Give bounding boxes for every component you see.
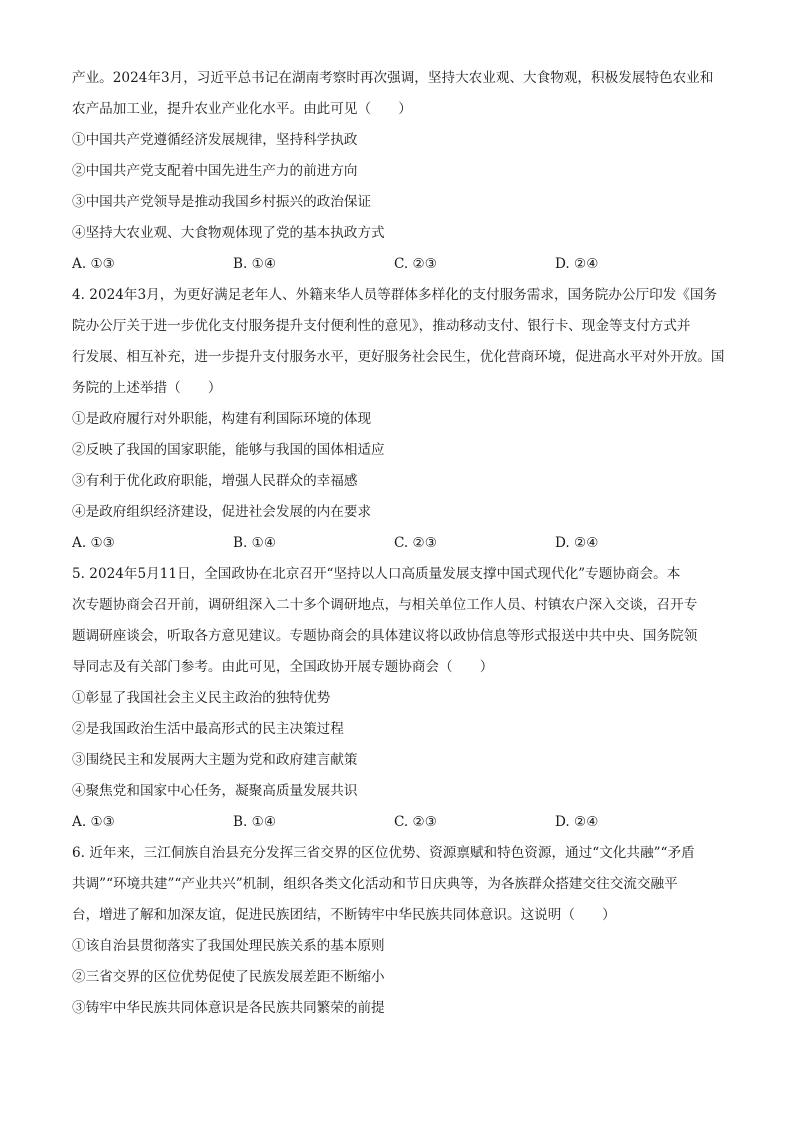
question-stem-line: 务院的上述举措（ ） [72, 380, 222, 396]
statement-option: ②三省交界的区位优势促使了民族发展差距不断缩小 [72, 969, 385, 985]
statement-option: ①彰显了我国社会主义民主政治的独特优势 [72, 690, 331, 706]
statement-option: ②反映了我国的国家职能，能够与我国的国体相适应 [72, 442, 385, 458]
statement-option: ④聚焦党和国家中心任务，凝聚高质量发展共识 [72, 783, 358, 799]
question-stem-line: 共调”“环境共建”“产业共兴”机制，组织各类文化活动和节日庆典等，为各族群众搭建交往交流交融平 [72, 876, 678, 892]
answer-choices [72, 531, 724, 562]
choice-c: C. ②③ [394, 814, 437, 830]
choice-a: A. ①③ [72, 256, 115, 272]
statement-option: ①该自治县贯彻落实了我国处理民族关系的基本原则 [72, 938, 385, 954]
choice-b: B. ①④ [233, 535, 277, 551]
question-stem-line: 行发展、相互补充，进一步提升支付服务水平，更好服务社会民生，优化营商环境，促进高水平对外开放。国 [72, 349, 724, 365]
choice-b: B. ①④ [233, 256, 277, 272]
choice-b: B. ①④ [233, 814, 277, 830]
statement-option: ②中国共产党支配着中国先进生产力的前进方向 [72, 163, 358, 179]
question-stem-line: 台，增进了解和加深友谊，促进民族团结，不断铸牢中华民族共同体意识。这说明（ ） [72, 907, 616, 923]
statement-option: ③围绕民主和发展两大主题为党和政府建言献策 [72, 752, 358, 768]
choice-d: D. ②④ [555, 814, 599, 830]
question-stem-line: 5. 2024年5月11日，全国政协在北京召开“坚持以人口高质量发展支撑中国式现代化”专题协商会。本 [72, 566, 681, 582]
question-stem-line: 农产品加工业，提升农业产业化水平。由此可见（ ） [72, 101, 412, 117]
statement-option: ③有利于优化政府职能，增强人民群众的幸福感 [72, 473, 358, 489]
answer-choices [72, 810, 724, 841]
question-stem-line: 6. 近年来，三江侗族自治县充分发挥三省交界的区位优势、资源禀赋和特色资源，通过“文化共融”“矛盾 [72, 845, 695, 861]
question-stem-line: 导同志及有关部门参考。由此可见，全国政协开展专题协商会（ ） [72, 659, 494, 675]
question-6 [72, 841, 724, 1027]
choice-a: A. ①③ [72, 535, 115, 551]
statement-option: ③中国共产党领导是推动我国乡村振兴的政治保证 [72, 194, 372, 210]
question-stem-line: 产业。2024年3月，习近平总书记在湖南考察时再次强调，坚持大农业观、大食物观，积极发展特色农业和 [72, 70, 714, 86]
choice-d: D. ②④ [555, 256, 599, 272]
answer-choices [72, 252, 724, 283]
choice-c: C. ②③ [394, 535, 437, 551]
statement-option: ①是政府履行对外职能，构建有利国际环境的体现 [72, 411, 372, 427]
question-3 [72, 66, 724, 283]
question-4 [72, 283, 724, 562]
question-stem-line: 院办公厅关于进一步优化支付服务提升支付便利性的意见》，推动移动支付、银行卡、现金等支付方式并 [72, 318, 691, 334]
question-5 [72, 562, 724, 841]
question-stem-line: 题调研座谈会，听取各方意见建议。专题协商会的具体建议将以政协信息等形式报送中共中央、国务院领 [72, 628, 698, 644]
choice-c: C. ②③ [394, 256, 437, 272]
choice-d: D. ②④ [555, 535, 599, 551]
statement-option: ④是政府组织经济建设，促进社会发展的内在要求 [72, 504, 372, 520]
statement-option: ②是我国政治生活中最高形式的民主决策过程 [72, 721, 344, 737]
question-stem-line: 4. 2024年3月，为更好满足老年人、外籍来华人员等群体多样化的支付服务需求，国务院办公厅印发《国务 [72, 287, 718, 303]
exam-page [72, 66, 724, 1027]
question-stem-line: 次专题协商会召开前，调研组深入二十多个调研地点，与相关单位工作人员、村镇农户深入交谈，召开专 [72, 597, 698, 613]
statement-option: ③铸牢中华民族共同体意识是各民族共同繁荣的前提 [72, 1000, 385, 1016]
statement-option: ①中国共产党遵循经济发展规律，坚持科学执政 [72, 132, 358, 148]
statement-option: ④坚持大农业观、大食物观体现了党的基本执政方式 [72, 225, 385, 241]
choice-a: A. ①③ [72, 814, 115, 830]
